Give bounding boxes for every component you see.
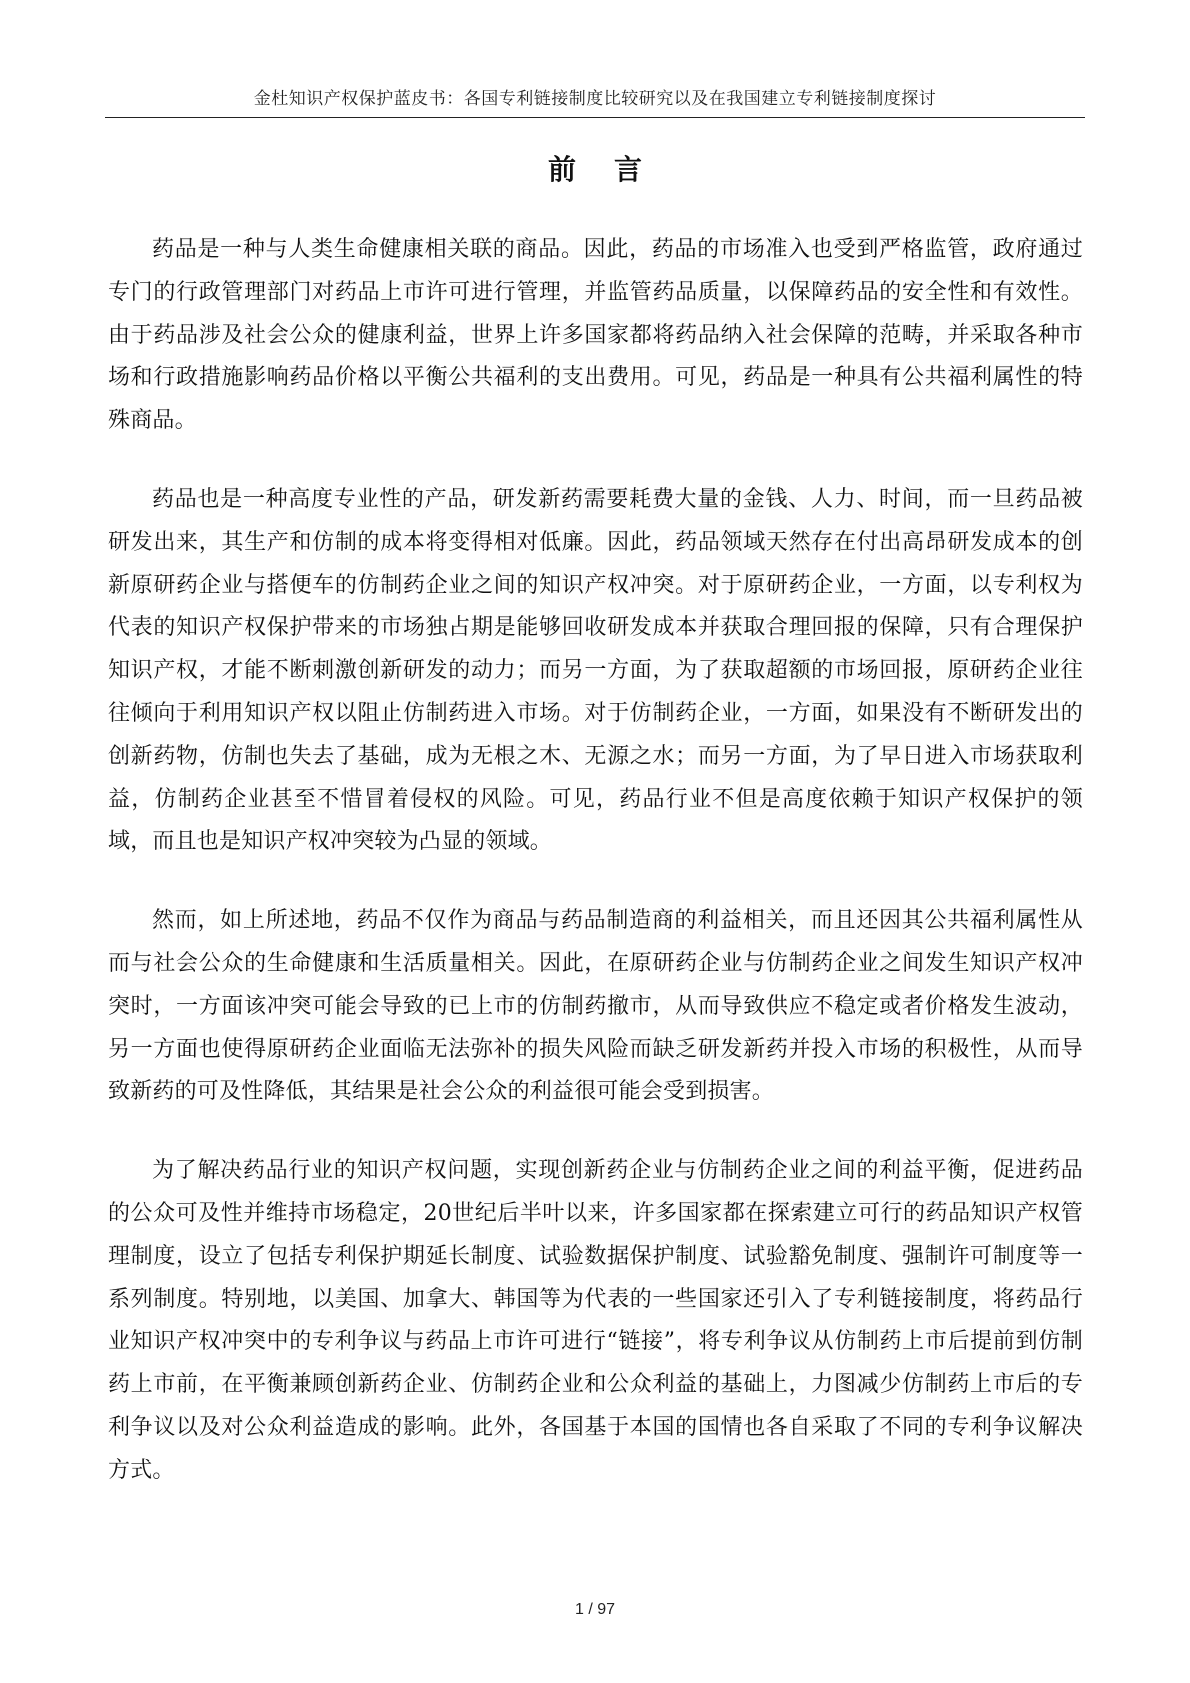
paragraph: 药品是一种与人类生命健康相关联的商品。因此，药品的市场准入也受到严格监管，政府通过专门的行政管理部门对药品上市许可进行管理，并监管药品质量，以保障药品的安全性和有效性。由于药品涉及社会公众的健康利益，世界上许多国家都将药品纳入社会保障的范畴，并采取各种市场和行政措施影响药品价格以平衡公共福利的支出费用。可见，药品是一种具有公共福利属性的特殊商品。 [108, 237, 1083, 434]
running-header: 金杜知识产权保护蓝皮书：各国专利链接制度比较研究以及在我国建立专利链接制度探讨 [253, 89, 937, 109]
header-rule [105, 117, 1085, 118]
page-number: 1 / 97 [574, 1601, 616, 1618]
body-text [108, 229, 1083, 1529]
paragraph: 然而，如上所述地，药品不仅作为商品与药品制造商的利益相关，而且还因其公共福利属性从而与社会公众的生命健康和生活质量相关。因此，在原研药企业与仿制药企业之间发生知识产权冲突时，一方面该冲突可能会导致的已上市的仿制药撤市，从而导致供应不稳定或者价格发生波动，另一方面也使得原研药企业面临无法弥补的损失风险而缺乏研发新药并投入市场的积极性，从而导致新药的可及性降低，其结果是社会公众的利益很可能会受到损害。 [108, 908, 1083, 1105]
paragraph: 为了解决药品行业的知识产权问题，实现创新药企业与仿制药企业之间的利益平衡，促进药品的公众可及性并维持市场稳定，20世纪后半叶以来，许多国家都在探索建立可行的药品知识产权管理制度，设立了包括专利保护期延长制度、试验数据保护制度、试验豁免制度、强制许可制度等一系列制度。特别地，以美国、加拿大、韩国等为代表的一些国家还引入了专利链接制度，将药品行业知识产权冲突中的专利争议与药品上市许可进行“链接”，将专利争议从仿制药上市后提前到仿制药上市前，在平衡兼顾创新药企业、仿制药企业和公众利益的基础上，力图减少仿制药上市后的专利争议以及对公众利益造成的影响。此外，各国基于本国的国情也各自采取了不同的专利争议解决方式。 [108, 1158, 1083, 1483]
paragraph: 药品也是一种高度专业性的产品，研发新药需要耗费大量的金钱、人力、时间，而一旦药品被研发出来，其生产和仿制的成本将变得相对低廉。因此，药品领域天然存在付出高昂研发成本的创新原研药企业与搭便车的仿制药企业之间的知识产权冲突。对于原研药企业，一方面，以专利权为代表的知识产权保护带来的市场独占期是能够回收研发成本并获取合理回报的保障，只有合理保护知识产权，才能不断刺激创新研发的动力；而另一方面，为了获取超额的市场回报，原研药企业往往倾向于利用知识产权以阻止仿制药进入市场。对于仿制药企业，一方面，如果没有不断研发出的创新药物，仿制也失去了基础，成为无根之木、无源之水；而另一方面，为了早日进入市场获取利益，仿制药企业甚至不惜冒着侵权的风险。可见，药品行业不但是高度依赖于知识产权保护的领域，而且也是知识产权冲突较为凸显的领域。 [108, 486, 1083, 855]
page-title: 前言 [547, 153, 680, 186]
